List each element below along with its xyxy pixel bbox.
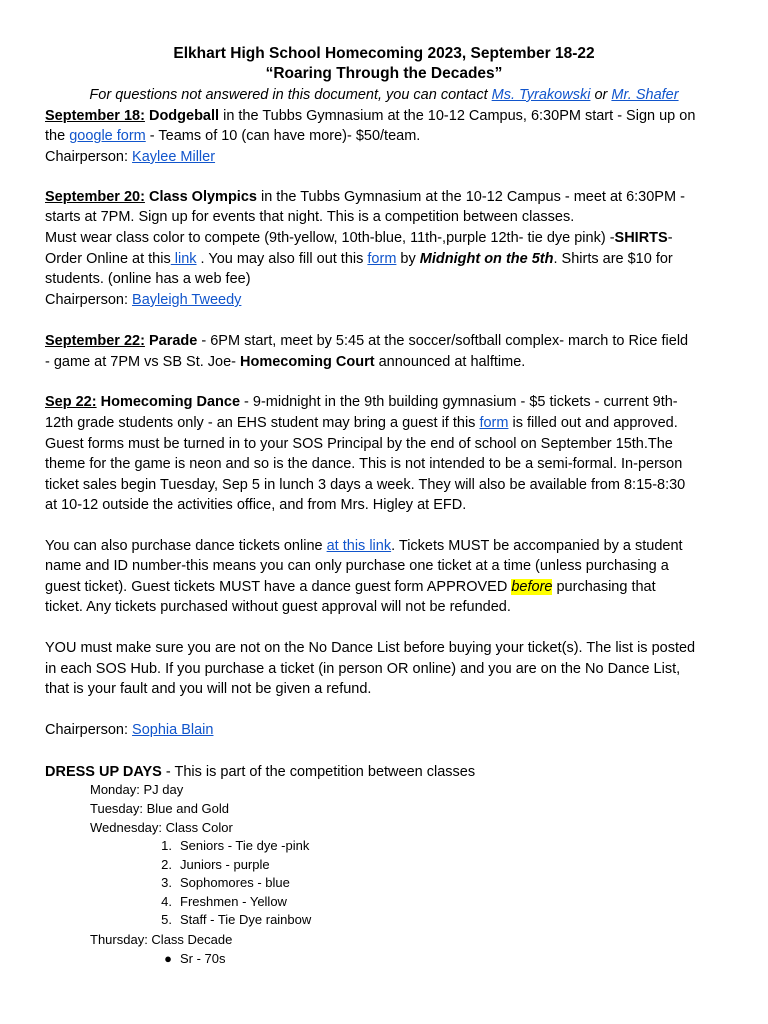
dance-text-rest: is filled out and approved. bbox=[508, 415, 678, 431]
sep22-text-rest: announced at halftime. bbox=[374, 354, 526, 370]
list-number: 4. bbox=[161, 894, 172, 909]
sep22-line-2 bbox=[45, 352, 525, 372]
chair-label: Chairperson: bbox=[45, 292, 133, 308]
dance-p3-line-2: in each SOS Hub. If you purchase a ticket (in person OR online) and you are on the No Dance List, bbox=[45, 661, 681, 677]
list-text: Seniors - Tie dye -pink bbox=[180, 838, 310, 853]
dance-p2-line-3 bbox=[45, 577, 656, 597]
list-text: Staff - Tie Dye rainbow bbox=[180, 912, 312, 927]
sep18-line-1 bbox=[45, 106, 695, 126]
contact-link-tyrakowski[interactable]: Ms. Tyrakowski bbox=[491, 87, 591, 103]
chair-label: Chairperson: bbox=[45, 722, 133, 738]
sep22-text: - game at 7PM vs SB St. Joe- bbox=[45, 354, 241, 370]
sep18-date: September 18: bbox=[45, 108, 145, 124]
list-text: Sophomores - blue bbox=[180, 875, 290, 890]
dance-p3-line-3: that is your fault and you will not be given a refund. bbox=[45, 681, 372, 697]
sep18-event: Dodgeball bbox=[144, 108, 220, 124]
dance-event: Homecoming Dance bbox=[96, 394, 241, 410]
list-number: 1. bbox=[161, 838, 172, 853]
deadline-text: Midnight on the 5th bbox=[419, 251, 554, 267]
chair-link-kaylee-miller[interactable]: Kaylee Miller bbox=[132, 149, 216, 165]
bullet-icon: ● bbox=[164, 951, 172, 966]
dress-thursday: Thursday: Class Decade bbox=[90, 932, 233, 947]
shirt-order-link[interactable]: link bbox=[170, 251, 197, 267]
google-form-link[interactable]: google form bbox=[69, 128, 146, 144]
contact-link-shafer[interactable]: Mr. Shafer bbox=[611, 87, 679, 103]
contact-line bbox=[0, 85, 768, 105]
homecoming-court: Homecoming Court bbox=[240, 354, 375, 370]
sep20-text-mid: . You may also fill out this bbox=[196, 251, 368, 267]
dance-p2-text-rest: . Tickets MUST be accompanied by a student bbox=[391, 538, 683, 554]
color-item-3 bbox=[150, 874, 290, 892]
chair-link-sophia-blain[interactable]: Sophia Blain bbox=[132, 722, 214, 738]
dance-line-6: at 10-12 outside the activities office, and from Mrs. Higley at EFD. bbox=[45, 497, 467, 513]
list-text: Freshmen - Yellow bbox=[180, 894, 287, 909]
dance-line-2 bbox=[45, 413, 678, 433]
contact-or: or bbox=[590, 87, 612, 103]
document-subtitle: “Roaring Through the Decades” bbox=[265, 65, 503, 82]
sep18-line-2 bbox=[45, 126, 420, 146]
dance-text: - 9-midnight in the 9th building gymnasium - $5 tickets - current 9th- bbox=[240, 394, 678, 410]
sep20-chair bbox=[45, 290, 241, 310]
dance-line-3: Guest forms must be turned in to your SOS Principal by the end of school on September 15th.The bbox=[45, 436, 673, 452]
sep18-text-pre: the bbox=[45, 128, 70, 144]
color-item-1 bbox=[150, 837, 309, 855]
dance-p2-text-rest: purchasing that bbox=[552, 579, 656, 595]
chair-label: Chairperson: bbox=[45, 149, 133, 165]
dance-p3-line-1: YOU must make sure you are not on the No Dance List before buying your ticket(s). The list is posted bbox=[45, 640, 696, 656]
sep20-line-4 bbox=[45, 249, 673, 269]
dance-line-5: ticket sales begin Tuesday, Sep 5 in lunch 3 days a week. They will also be available from 8:15-8:30 bbox=[45, 477, 686, 493]
dress-monday: Monday: PJ day bbox=[90, 782, 184, 797]
dress-heading-text: - This is part of the competition between classes bbox=[161, 764, 476, 780]
color-item-4 bbox=[150, 893, 287, 911]
dance-text: 12th grade students only - an EHS student may bring a guest if this bbox=[45, 415, 480, 431]
sep18-text-rest: - Teams of 10 (can have more)- $50/team. bbox=[145, 128, 421, 144]
list-text: Juniors - purple bbox=[180, 857, 270, 872]
sep20-dash: - bbox=[667, 230, 673, 246]
highlighted-before: before bbox=[511, 579, 553, 595]
color-item-5 bbox=[150, 911, 311, 929]
list-number: 3. bbox=[161, 875, 172, 890]
contact-text: For questions not answered in this document, you can contact bbox=[89, 87, 492, 103]
sep20-price-text: . Shirts are $10 for bbox=[553, 251, 673, 267]
list-number: 2. bbox=[161, 857, 172, 872]
dress-up-days-title: DRESS UP DAYS bbox=[45, 764, 162, 780]
chair-link-bayleigh-tweedy[interactable]: Bayleigh Tweedy bbox=[132, 292, 242, 308]
sep20-line-1 bbox=[45, 187, 685, 207]
sep18-text: in the Tubbs Gymnasium at the 10-12 Campus, 6:30PM start - Sign up on bbox=[219, 108, 696, 124]
sep20-event: Class Olympics bbox=[144, 189, 257, 205]
shirt-form-link[interactable]: form bbox=[367, 251, 397, 267]
dance-tickets-link[interactable]: at this link bbox=[326, 538, 392, 554]
dance-p2-text: guest ticket). Guest tickets MUST have a dance guest form APPROVED bbox=[45, 579, 512, 595]
color-item-2 bbox=[150, 856, 270, 874]
sep20-line-5: students. (online has a web fee) bbox=[45, 271, 251, 287]
sep20-text: Must wear class color to compete (9th-yellow, 10th-blue, 11th-,purple 12th- tie dye pink) - bbox=[45, 230, 615, 246]
sep18-chair bbox=[45, 147, 215, 167]
dance-line-4: theme for the game is neon and so is the dance. This is not intended to be a semi-formal. In-person bbox=[45, 456, 683, 472]
decade-item-1 bbox=[150, 950, 226, 968]
dance-p2-text: You can also purchase dance tickets online bbox=[45, 538, 327, 554]
document-title: Elkhart High School Homecoming 2023, September 18-22 bbox=[173, 45, 595, 62]
sep22-line-1 bbox=[45, 331, 688, 351]
list-text: Sr - 70s bbox=[180, 951, 226, 966]
guest-form-link[interactable]: form bbox=[479, 415, 509, 431]
dress-tuesday: Tuesday: Blue and Gold bbox=[90, 801, 229, 816]
sep20-line-2: starts at 7PM. Sign up for events that night. This is a competition between classes. bbox=[45, 209, 575, 225]
sep20-line-3 bbox=[45, 228, 673, 248]
sep20-by: by bbox=[396, 251, 420, 267]
dance-line-1 bbox=[45, 392, 678, 412]
dress-heading bbox=[45, 762, 475, 782]
dance-p2-line-2: name and ID number-this means you can only purchase one ticket at a time (unless purchasing a bbox=[45, 558, 669, 574]
sep20-text: Order Online at this bbox=[45, 251, 171, 267]
sep20-text: in the Tubbs Gymnasium at the 10-12 Campus - meet at 6:30PM - bbox=[256, 189, 685, 205]
shirts-label: SHIRTS bbox=[614, 230, 668, 246]
dance-chair bbox=[45, 720, 213, 740]
sep22-event: Parade bbox=[144, 333, 198, 349]
sep22-date: September 22: bbox=[45, 333, 145, 349]
dance-p2-line-1 bbox=[45, 536, 683, 556]
sep22-text: - 6PM start, meet by 5:45 at the soccer/softball complex- march to Rice field bbox=[197, 333, 689, 349]
dance-p2-line-4: ticket. Any tickets purchased without guest approval will not be refunded. bbox=[45, 599, 511, 615]
list-number: 5. bbox=[161, 912, 172, 927]
dance-date: Sep 22: bbox=[45, 394, 97, 410]
dress-wednesday: Wednesday: Class Color bbox=[90, 820, 233, 835]
sep20-date: September 20: bbox=[45, 189, 145, 205]
